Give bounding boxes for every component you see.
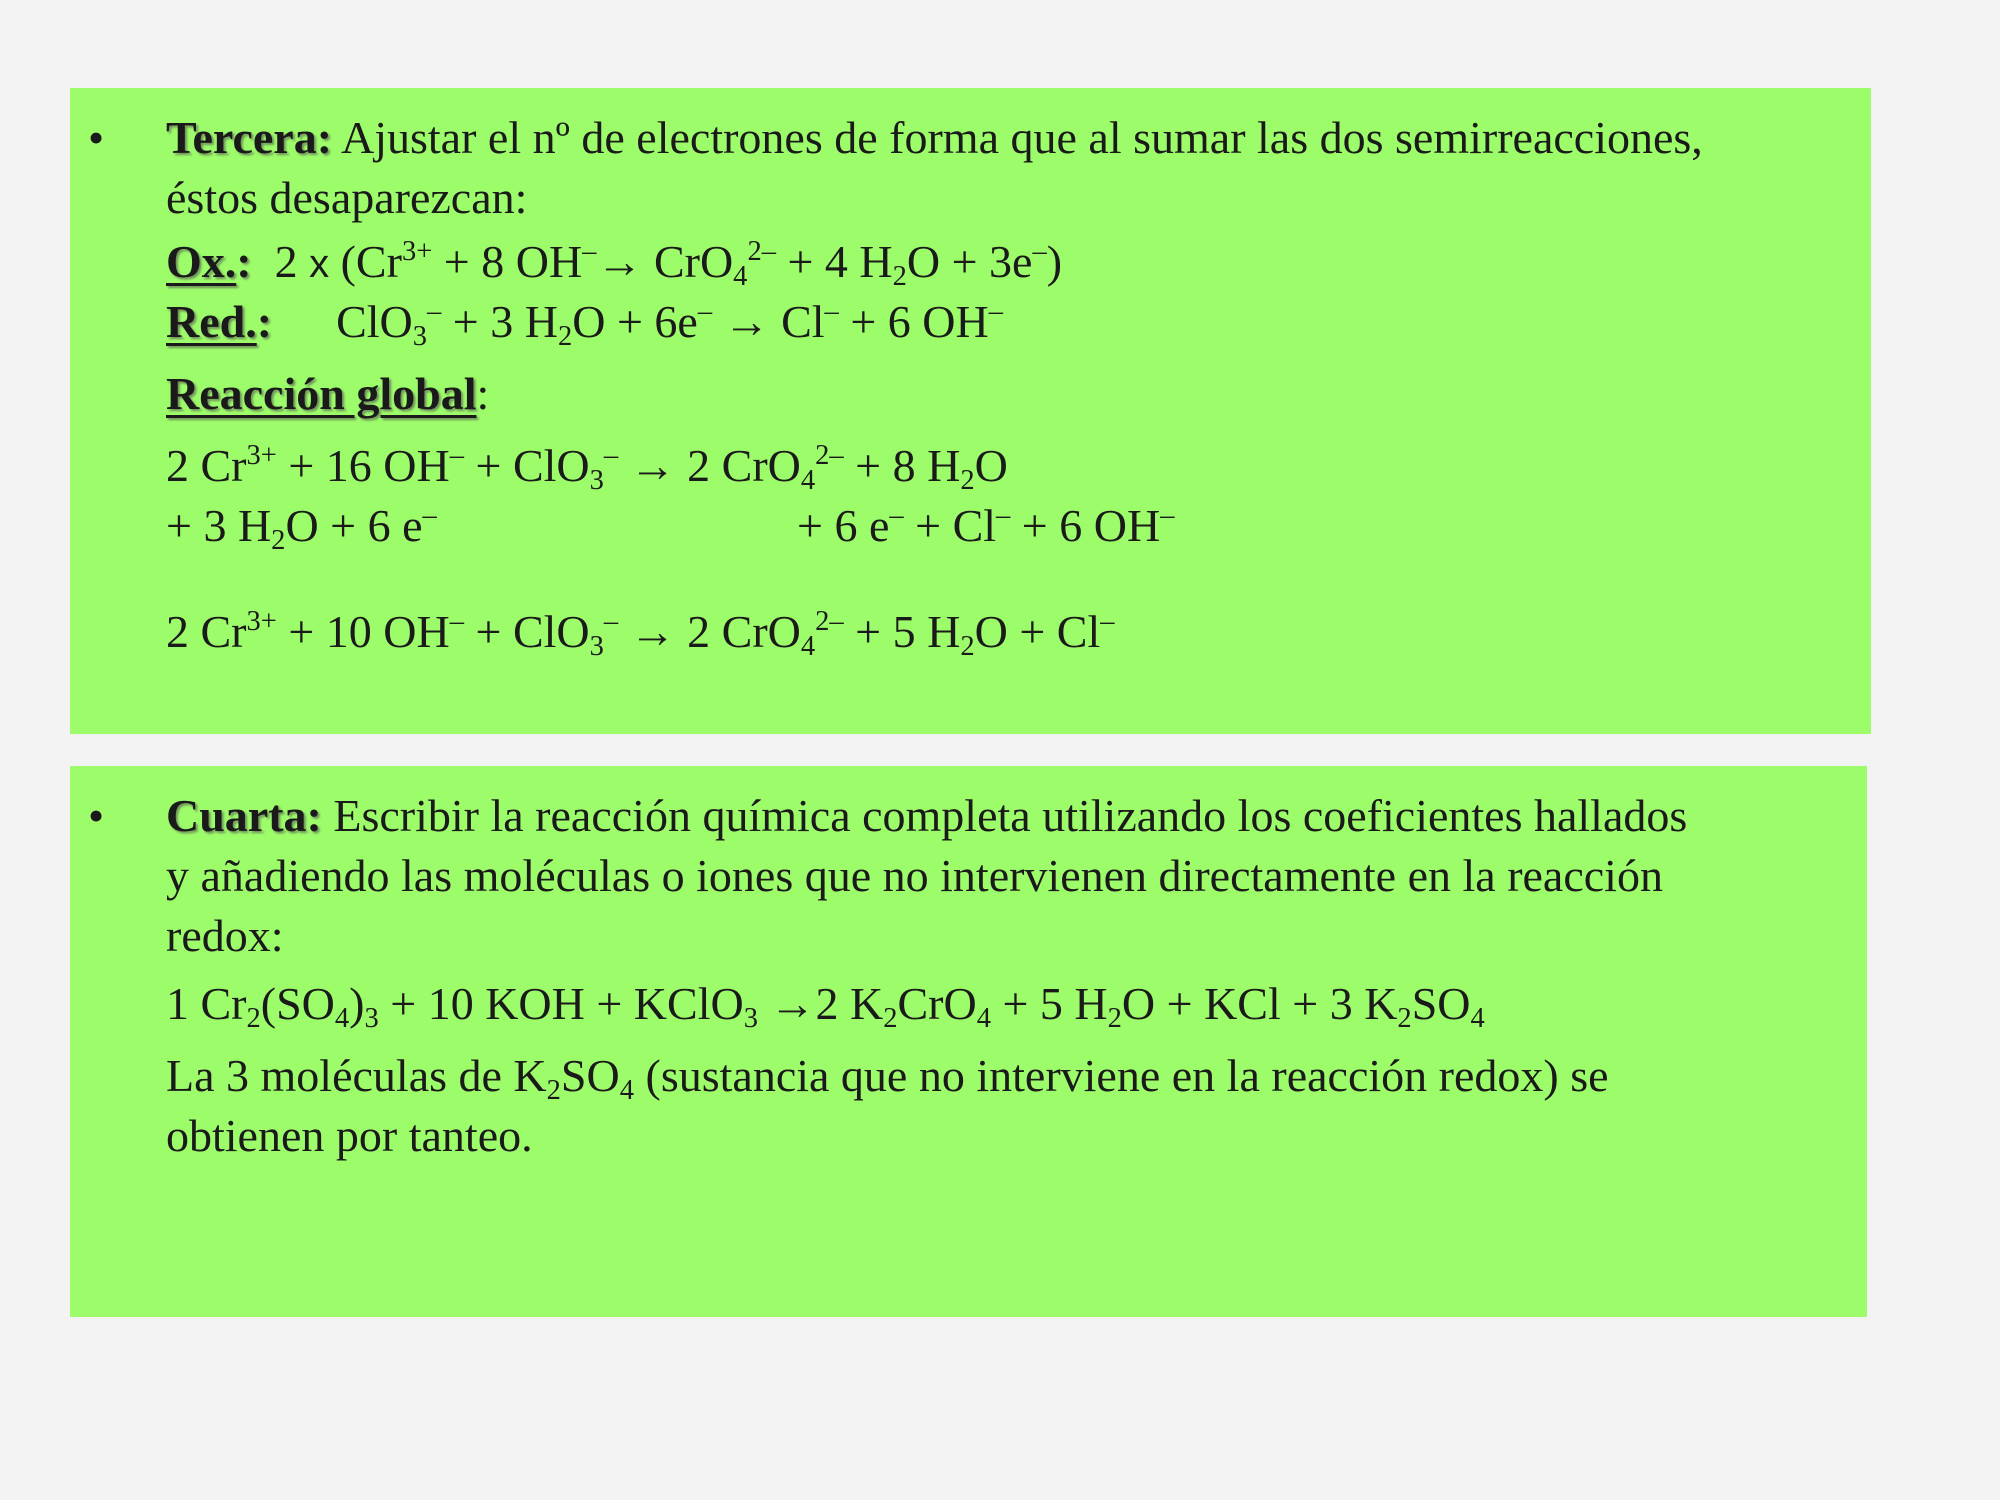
bullet: • bbox=[88, 112, 105, 163]
reduction-label: Red. bbox=[166, 296, 257, 347]
global-reaction-line-1: 2 $Cr^{3+} + 16$ OH– + ClO$_3$– → 2 CrO$_4^{2-}$ + 8 $H_2O$ bbox=[166, 439, 1008, 496]
step-four-line-3: redox: bbox=[166, 910, 284, 961]
step-four-heading: Cuarta: bbox=[166, 790, 322, 841]
note-line-2: obtienen por tanteo. bbox=[166, 1110, 533, 1161]
step-three-heading: Tercera: bbox=[166, 112, 333, 163]
step-four-line-2: y añadiendo las moléculas o iones que no intervienen directamente en la reacción bbox=[166, 850, 1663, 901]
global-reaction-label: Reacción global bbox=[166, 368, 477, 419]
oxidation-half-reaction: Ox.: 2 x ($Cr^{3+} + 8$ OH–→ CrO$_4^{2-}$ + 4 $H_2O + 3e^-$) bbox=[166, 235, 1063, 292]
complete-equation: 1 $Cr_2(SO_4)_3 + 10$ KOH + KClO$_3$ →2 $K_2CrO_4 + 5$ $H_2O$ + KCl + 3 $K_2SO_4$ bbox=[166, 978, 1485, 1034]
step-four-line-1: Cuarta: Escribir la reacción química completa utilizando los coeficientes hallados bbox=[166, 790, 1688, 841]
step-three-intro-line-2: éstos desaparezcan: bbox=[166, 172, 528, 223]
reduction-half-reaction: Red.: ClO$_3$– + 3 $H_2O + 6e^- \to Cl^- + 6$ OH– bbox=[166, 295, 1003, 352]
global-reaction-line-2-right: + 6 e– + Cl– + 6 OH– bbox=[797, 499, 1175, 551]
step-four-panel bbox=[70, 766, 1867, 1317]
step-three-intro-line-1: Tercera: Ajustar el nº de electrones de forma que al sumar las dos semirreacciones, bbox=[166, 112, 1703, 163]
net-reaction-line: 2 $Cr^{3+} + 10$ OH– + ClO$_3$– → 2 CrO$_4^{2-}$ + 5 $H_2O + Cl^-$ bbox=[166, 605, 1115, 662]
oxidation-label: Ox. bbox=[166, 236, 237, 287]
bullet: • bbox=[88, 790, 105, 841]
global-reaction-line-2-left: + 3 $H_2O + 6$ e– bbox=[166, 499, 437, 556]
note-line-1: La 3 moléculas de $K_2SO_4$ (sustancia que no interviene en la reacción redox) se bbox=[166, 1050, 1609, 1106]
step-three-panel bbox=[70, 88, 1871, 734]
global-reaction-heading: Reacción global: bbox=[166, 368, 490, 419]
